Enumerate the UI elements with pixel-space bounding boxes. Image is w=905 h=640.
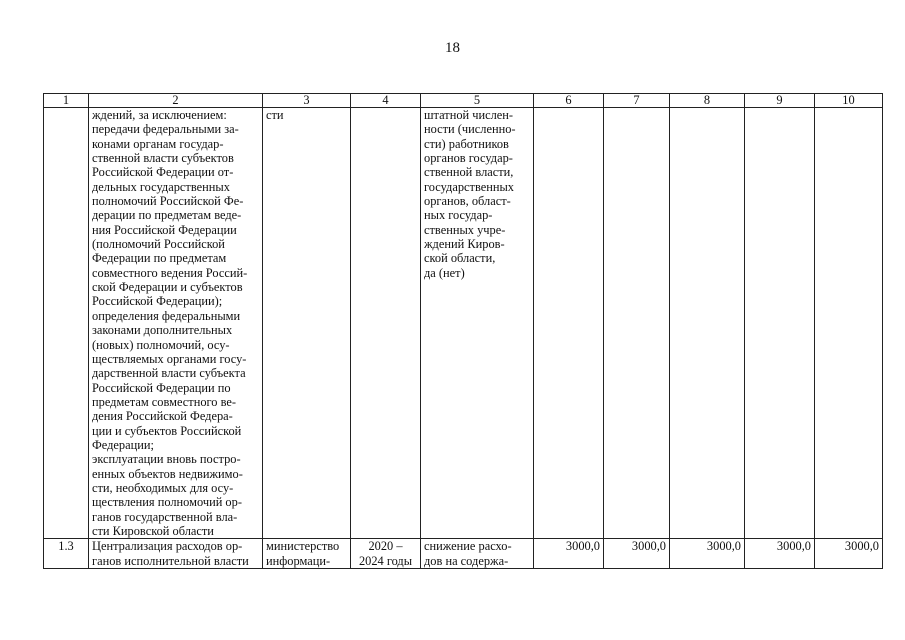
table-row-continuation bbox=[44, 108, 883, 539]
row-number-cell bbox=[44, 108, 89, 539]
amount-cell bbox=[534, 108, 604, 539]
executor-cell: сти bbox=[263, 108, 351, 539]
amount-cell: 3000,0 bbox=[670, 539, 745, 569]
period-cell: 2020 – 2024 годы bbox=[351, 539, 421, 569]
executor-cell: министерство информаци- bbox=[263, 539, 351, 569]
amount-cell bbox=[745, 108, 815, 539]
amount-cell bbox=[604, 108, 670, 539]
column-number: 8 bbox=[670, 94, 745, 108]
page-number: 18 bbox=[445, 40, 460, 56]
amount-cell: 3000,0 bbox=[534, 539, 604, 569]
program-table bbox=[43, 93, 883, 569]
column-number: 2 bbox=[89, 94, 263, 108]
column-number: 4 bbox=[351, 94, 421, 108]
column-number: 6 bbox=[534, 94, 604, 108]
measure-description-cell: ждений, за исключением: передачи федеральными за- конами органам государ- ственной власти субъектов Российской Федерации от- дельных государственных полномочий Российской Фе- дерации по предметам веде- ния Российской Федерации (полномочий Российской Федерации по предметам совместного ведения Россий- ской Федерации и субъектов Российской Федерации); определения федеральными законами дополнительных (новых) полномочий, осу- ществляемых органами госу- дарственной власти субъекта Российской Федерации по предметам совместного ве- дения Российской Федера- ции и субъектов Российской Федерации; эксплуатации вновь постро- енных объектов недвижимо- сти, необходимых для осу- ществления полномочий ор- ганов государственной вла- сти Кировской области bbox=[89, 108, 263, 539]
amount-cell bbox=[670, 108, 745, 539]
indicator-cell: снижение расхо- дов на содержа- bbox=[421, 539, 534, 569]
column-number: 5 bbox=[421, 94, 534, 108]
measure-description-cell: Централизация расходов ор- ганов исполнительной власти bbox=[89, 539, 263, 569]
amount-cell bbox=[815, 108, 883, 539]
column-number: 10 bbox=[815, 94, 883, 108]
table-row-1-3 bbox=[44, 539, 883, 569]
indicator-cell: штатной числен- ности (численно- сти) работников органов государ- ственной власти, государственных органов, област- ных государ- ственных учре- ждений Киров- ской области, да (нет) bbox=[421, 108, 534, 539]
amount-cell: 3000,0 bbox=[604, 539, 670, 569]
amount-cell: 3000,0 bbox=[745, 539, 815, 569]
column-number: 7 bbox=[604, 94, 670, 108]
column-number: 3 bbox=[263, 94, 351, 108]
column-number: 9 bbox=[745, 94, 815, 108]
column-number: 1 bbox=[44, 94, 89, 108]
column-number-row bbox=[44, 94, 883, 108]
row-number-cell: 1.3 bbox=[44, 539, 89, 569]
amount-cell: 3000,0 bbox=[815, 539, 883, 569]
period-cell bbox=[351, 108, 421, 539]
